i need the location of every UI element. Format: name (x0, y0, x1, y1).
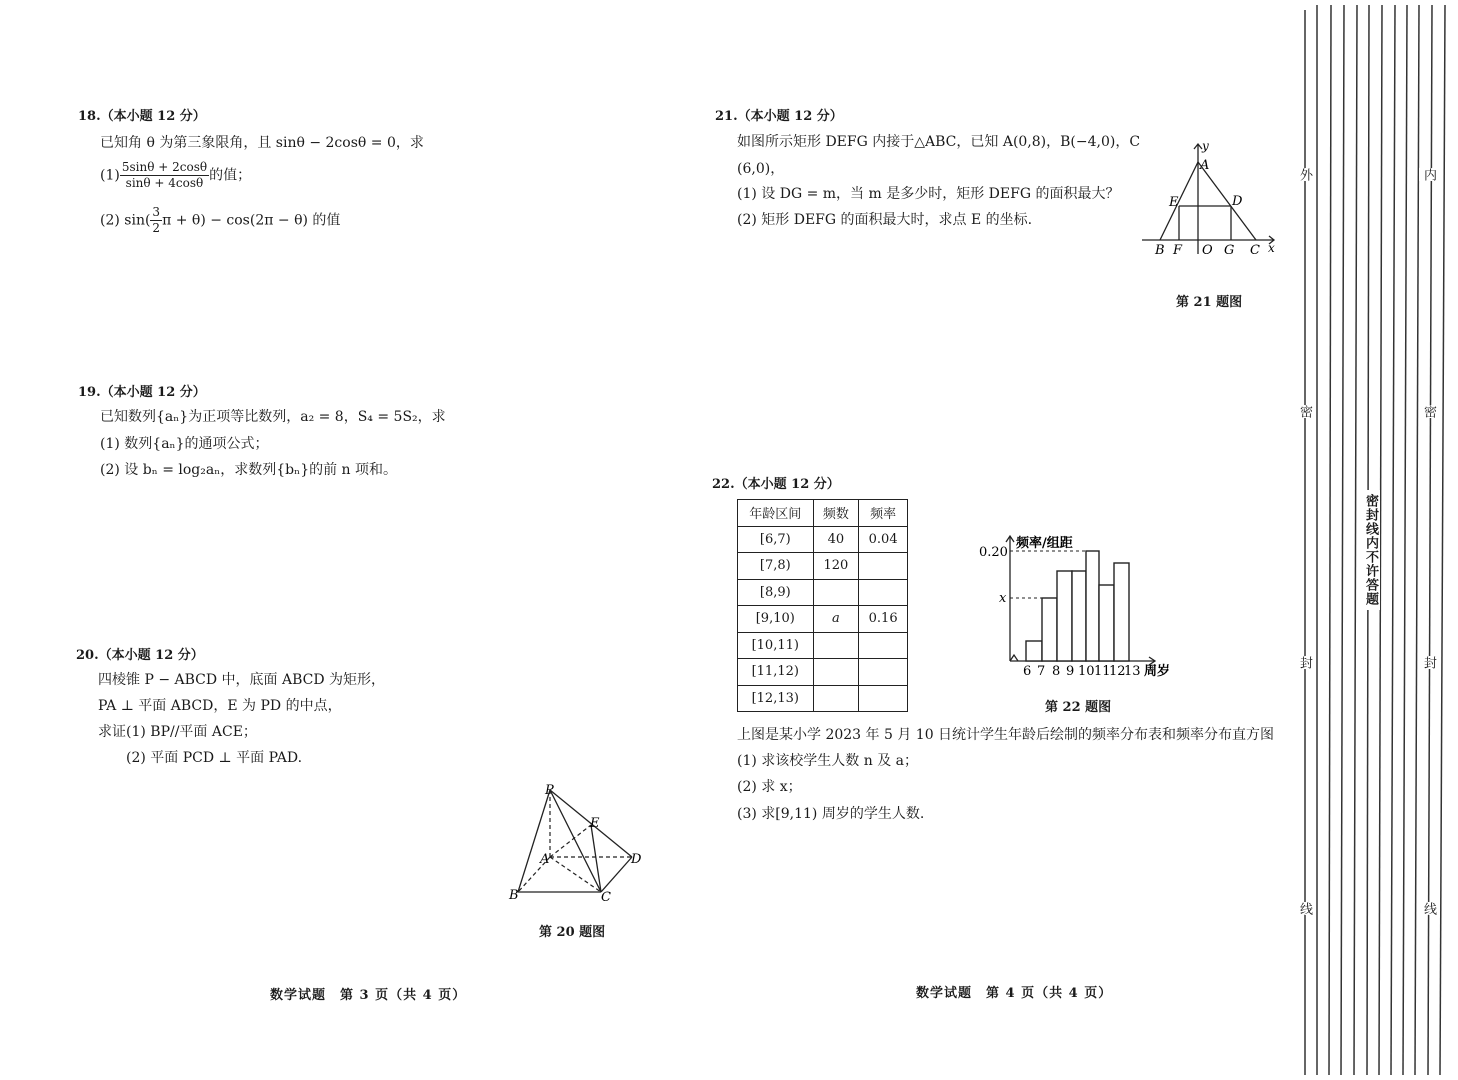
vertex-E-label: E (590, 816, 600, 831)
point-F-label: F (1173, 243, 1183, 258)
seal-notice: 密封线内不许答题 (1361, 490, 1380, 610)
table-header-cell: 频数 (813, 500, 859, 527)
table-cell: [11,12) (738, 659, 814, 686)
q18-heading: 18.（本小题 12 分） (78, 109, 206, 124)
outer-label-mi: 密 (1297, 405, 1312, 418)
triangle-rectangle-figure (1136, 138, 1286, 263)
table-row (738, 606, 908, 633)
y-axis-label: y (1202, 139, 1209, 153)
q19-stem: 已知数列{aₙ}为正项等比数列，a₂ = 8，S₄ = 5S₂，求 (100, 409, 446, 425)
inner-label-nei: 内 (1421, 168, 1436, 181)
histogram-xtick: 13 (1124, 664, 1141, 679)
table-cell (813, 659, 859, 686)
histogram-bar-8-9 (1057, 571, 1072, 661)
histogram-ytick-020: 0.20 (979, 545, 1008, 560)
outer-label-feng: 封 (1297, 656, 1312, 669)
histogram-ytick-x: x (999, 591, 1007, 606)
table-row (738, 632, 908, 659)
q21-line3: (1) 设 DG = m，当 m 是多少时，矩形 DEFG 的面积最大？ (737, 186, 1120, 202)
table-row (738, 659, 908, 686)
q18-part1-label: (1) (100, 167, 120, 184)
histogram (970, 528, 1180, 683)
histogram-bar-10-11 (1086, 551, 1099, 661)
q18-part2-fraction (150, 205, 162, 236)
histogram-xtick: 12 (1109, 664, 1126, 679)
table-cell: a (813, 606, 859, 633)
histogram-xtick: 6 (1023, 664, 1032, 679)
histogram-xtick: 11 (1094, 664, 1111, 679)
point-C-label: C (1250, 243, 1260, 258)
table-cell: [12,13) (738, 685, 814, 712)
table-cell: 0.16 (859, 606, 908, 633)
vertex-D-label: D (631, 852, 642, 867)
table-row (738, 579, 908, 606)
q19-part1: (1) 数列{aₙ}的通项公式； (100, 436, 269, 452)
q20-line2: PA ⊥ 平面 ABCD，E 为 PD 的中点， (98, 698, 342, 714)
histogram-xtick: 8 (1052, 664, 1061, 679)
q19-heading: 19.（本小题 12 分） (78, 385, 206, 400)
histogram-bar-11-12 (1099, 585, 1114, 661)
q22-heading: 22.（本小题 12 分） (712, 477, 840, 492)
histogram-xlabel: 周岁 (1144, 664, 1171, 679)
q22-part3: (3) 求[9,11) 周岁的学生人数. (737, 806, 925, 822)
table-row (738, 553, 908, 580)
q18-part2-denominator: 2 (152, 221, 161, 235)
outer-label-wai: 外 (1297, 168, 1312, 181)
histogram-xtick: 10 (1078, 664, 1095, 679)
table-header-cell: 频率 (859, 500, 908, 527)
page3-footer: 数学试题 第 3 页（共 4 页） (270, 988, 467, 1003)
q21-figure-caption: 第 21 题图 (1176, 295, 1243, 310)
table-header-cell: 年龄区间 (738, 500, 814, 527)
table-cell (859, 659, 908, 686)
table-cell: [6,7) (738, 526, 814, 553)
q21-line2: (6,0)， (737, 161, 785, 177)
q21-line1: 如图所示矩形 DEFG 内接于△ABC，已知 A(0,8)，B(−4,0)，C (737, 134, 1141, 150)
frequency-table (737, 499, 908, 712)
q18-part2-prefix: (2) sin( (100, 212, 151, 229)
point-A-label: A (1200, 158, 1210, 173)
x-axis-label: x (1268, 241, 1275, 255)
histogram-bar-12-13 (1114, 563, 1129, 661)
q21-line4: (2) 矩形 DEFG 的面积最大时，求点 E 的坐标. (737, 212, 1033, 228)
point-D-label: D (1232, 194, 1243, 209)
table-row (738, 685, 908, 712)
point-G-label: G (1224, 243, 1235, 258)
point-O-label: O (1202, 243, 1213, 258)
q22-description: 上图是某小学 2023 年 5 月 10 日统计学生年龄后绘制的频率分布表和频率分布直方图 (737, 727, 1275, 743)
q22-figure-caption: 第 22 题图 (1045, 700, 1112, 715)
table-cell (813, 632, 859, 659)
outer-label-xian: 线 (1297, 902, 1312, 915)
histogram-xtick: 9 (1066, 664, 1075, 679)
inner-label-mi: 密 (1421, 405, 1436, 418)
q18-stem: 已知角 θ 为第三象限角，且 sinθ − 2cosθ = 0，求 (100, 135, 424, 151)
inner-label-feng: 封 (1421, 656, 1436, 669)
q18-fraction-denominator: sinθ + 4cosθ (125, 176, 204, 190)
table-cell (859, 553, 908, 580)
table-cell: 120 (813, 553, 859, 580)
q18-part2-numerator: 3 (152, 205, 161, 219)
q18-part2-suffix: π + θ) − cos(2π − θ) 的值 (162, 212, 341, 229)
q18-fraction-numerator: 5sinθ + 2cosθ (121, 160, 208, 174)
table-cell: [8,9) (738, 579, 814, 606)
histogram-bar-9-10 (1072, 571, 1086, 661)
pyramid-figure (500, 775, 650, 910)
point-B-label: B (1155, 243, 1165, 258)
q22-part2: (2) 求 x； (737, 779, 802, 795)
q21-heading: 21.（本小题 12 分） (715, 109, 843, 124)
q18-fraction (120, 160, 209, 191)
table-cell (859, 632, 908, 659)
q18-part1-suffix: 的值； (209, 167, 252, 184)
table-header-row (738, 500, 908, 527)
vertex-A-label: A (540, 852, 550, 867)
vertex-P-label: P (545, 783, 554, 798)
table-cell (813, 579, 859, 606)
q20-line4: (2) 平面 PCD ⊥ 平面 PAD. (126, 750, 303, 766)
page4-footer: 数学试题 第 4 页（共 4 页） (916, 986, 1113, 1001)
histogram-xtick: 7 (1037, 664, 1046, 679)
inner-label-xian: 线 (1421, 902, 1436, 915)
histogram-bar-7-8 (1042, 598, 1057, 661)
table-cell (813, 685, 859, 712)
q18-part1 (100, 160, 251, 191)
table-cell (859, 579, 908, 606)
histogram-ylabel: 频率/组距 (1016, 536, 1073, 551)
q18-part2 (100, 205, 340, 236)
table-cell (859, 685, 908, 712)
table-cell: [10,11) (738, 632, 814, 659)
q20-heading: 20.（本小题 12 分） (76, 648, 204, 663)
table-cell: 40 (813, 526, 859, 553)
vertex-B-label: B (509, 888, 519, 903)
binding-margin (1293, 0, 1458, 1080)
q19-part2: (2) 设 bₙ = log₂aₙ，求数列{bₙ}的前 n 项和。 (100, 462, 398, 478)
table-cell: [9,10) (738, 606, 814, 633)
q20-figure-caption: 第 20 题图 (539, 925, 606, 940)
table-cell: 0.04 (859, 526, 908, 553)
q20-line1: 四棱锥 P − ABCD 中，底面 ABCD 为矩形， (98, 672, 386, 688)
q22-part1: (1) 求该校学生人数 n 及 a； (737, 753, 918, 769)
vertex-C-label: C (601, 890, 611, 905)
table-cell: [7,8) (738, 553, 814, 580)
point-E-label: E (1169, 195, 1179, 210)
table-row (738, 526, 908, 553)
histogram-bar-6-7 (1026, 641, 1042, 661)
q20-line3: 求证(1) BP//平面 ACE； (98, 724, 257, 740)
